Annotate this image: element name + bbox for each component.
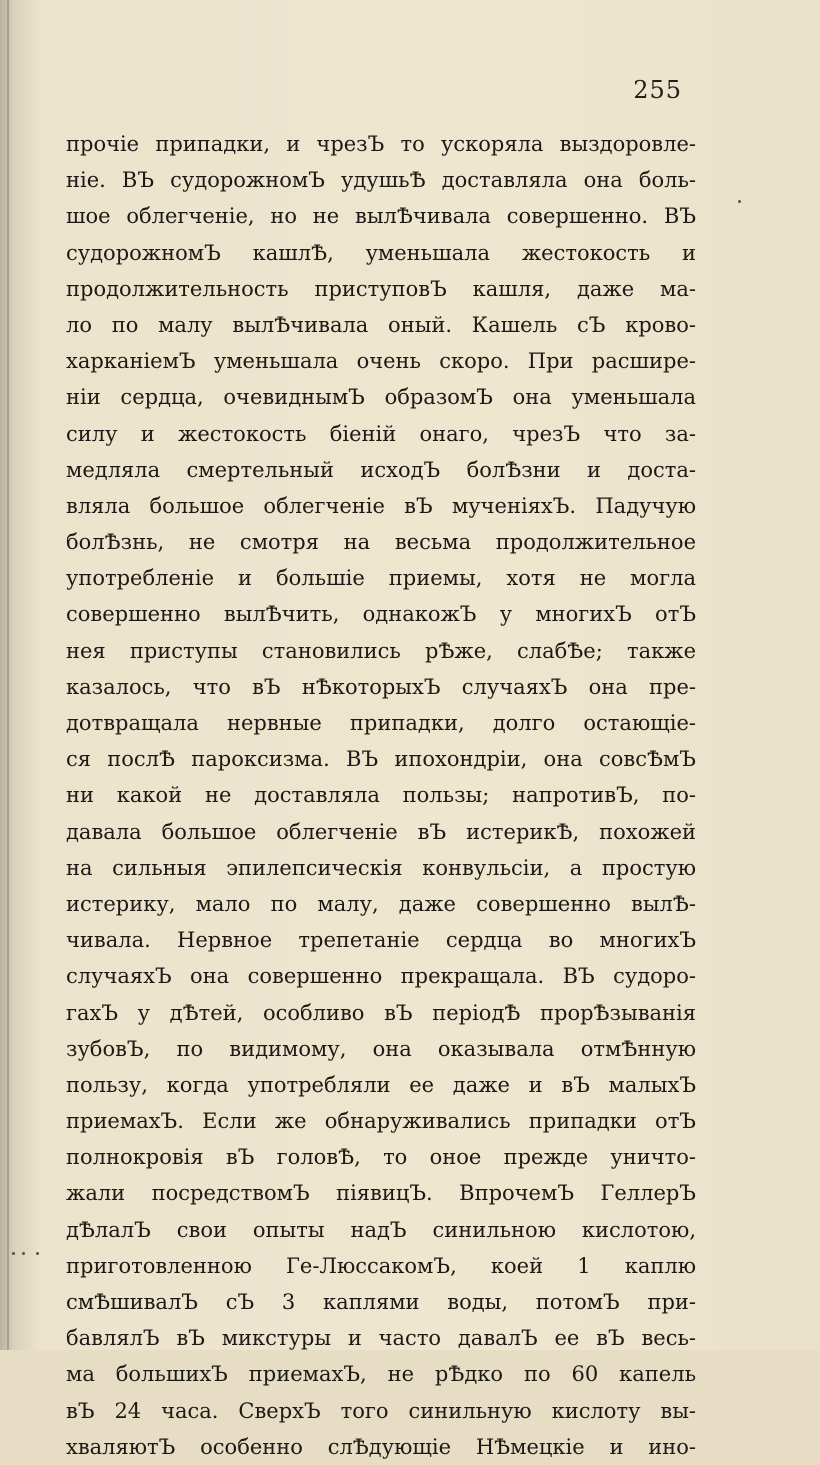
- text-line: нiи сердца, очевиднымЪ образомЪ она уменьшала: [66, 385, 696, 410]
- text-line: гахЪ у дѢтей, особливо вЪ перiодѢ прорѢзыванiя: [66, 1000, 696, 1025]
- ink-speck: [22, 1252, 25, 1255]
- text-line: ся послѢ пароксизма. ВЪ ипохондрiи, она совсѢмЪ: [66, 747, 696, 772]
- text-line: нiе. ВЪ судорожномЪ удушьѢ доставляла она боль-: [66, 168, 696, 193]
- text-line: дотвращала нервные припадки, долго остающiе-: [66, 711, 696, 735]
- text-line: медляла смертельный исходЪ болѢзни и доста-: [66, 457, 696, 482]
- text-line: хваляютЪ особенно слѢдующiе НѢмецкiе и ино-: [66, 1434, 696, 1459]
- text-line: зубовЪ, по видимому, она оказывала отмѢнную: [66, 1036, 696, 1061]
- text-line: совершенно вылѢчить, однакожЪ у многихЪ отЪ: [66, 602, 696, 627]
- text-line: дѢлалЪ свои опыты надЪ синильною кислотою,: [66, 1217, 696, 1242]
- binding-gutter: [7, 0, 9, 1350]
- text-line: употребленiе и большiе приемы, хотя не могла: [66, 566, 696, 591]
- text-line: пользу, когда употребляли ее даже и вЪ малыхЪ: [66, 1072, 696, 1097]
- text-line: случаяхЪ она совершенно прекращала. ВЪ судоро-: [66, 964, 696, 989]
- ink-speck: [12, 1252, 15, 1255]
- text-line: ма большихЪ приемахЪ, не рѢдко по 60 капель: [66, 1362, 696, 1387]
- text-line: бавлялЪ вЪ микстуры и часто давалЪ ее вЪ весь-: [66, 1326, 696, 1351]
- text-line: силу и жестокость бiенiй онаго, чрезЪ что за-: [66, 421, 696, 446]
- text-line: приготовленною Ге-ЛюссакомЪ, коей 1 каплю: [66, 1253, 696, 1278]
- text-line: ни какой не доставляла пользы; напротивЪ, по-: [66, 783, 696, 808]
- body-text: [66, 126, 696, 1465]
- text-line: давала большое облегченiе вЪ истерикѢ, похожей: [66, 819, 696, 844]
- text-line: казалось, что вЪ нѢкоторыхЪ случаяхЪ она пре-: [66, 674, 696, 699]
- text-line: чивала. Нервное трепетанiе сердца во многихЪ: [66, 928, 696, 953]
- text-line: смѢшивалЪ сЪ 3 каплями воды, потомЪ при-: [66, 1290, 696, 1314]
- ink-speck: [738, 200, 741, 203]
- ink-speck: [36, 1252, 39, 1255]
- text-line: шое облегченiе, но не вылѢчивала совершенно. ВЪ: [66, 204, 696, 229]
- text-line: полнокровiя вЪ головѢ, то оное прежде уничто-: [66, 1145, 696, 1170]
- text-line: харканiемЪ уменьшала очень скоро. При расшире-: [66, 349, 696, 374]
- text-line: ло по малу вылѢчивала оный. Кашель сЪ крово-: [66, 312, 696, 337]
- text-line: жали посредствомЪ пiявицЪ. ВпрочемЪ ГеллерЪ: [66, 1181, 696, 1206]
- text-line: болѢзнь, не смотря на весьма продолжительное: [66, 530, 696, 555]
- text-line: вляла большое облегченiе вЪ мученiяхЪ. Падучую: [66, 493, 696, 518]
- text-line: вЪ 24 часа. СверхЪ того синильную кислоту вы-: [66, 1398, 696, 1423]
- text-line: истерику, мало по малу, даже совершенно вылѢ-: [66, 891, 696, 916]
- text-line: судорожномЪ кашлѢ, уменьшала жестокость и: [66, 240, 696, 265]
- text-line: прочiе припадки, и чрезЪ то ускоряла выздоровле-: [66, 132, 696, 156]
- text-line: нея приступы становились рѢже, слабѢе; также: [66, 638, 696, 663]
- text-line: на сильныя эпилепсическiя конвульсiи, а простую: [66, 855, 696, 880]
- text-line: приемахЪ. Если же обнаруживались припадки отЪ: [66, 1109, 696, 1134]
- text-line: продолжительность приступовЪ кашля, даже ма-: [66, 276, 696, 301]
- page-number: 255: [633, 76, 682, 104]
